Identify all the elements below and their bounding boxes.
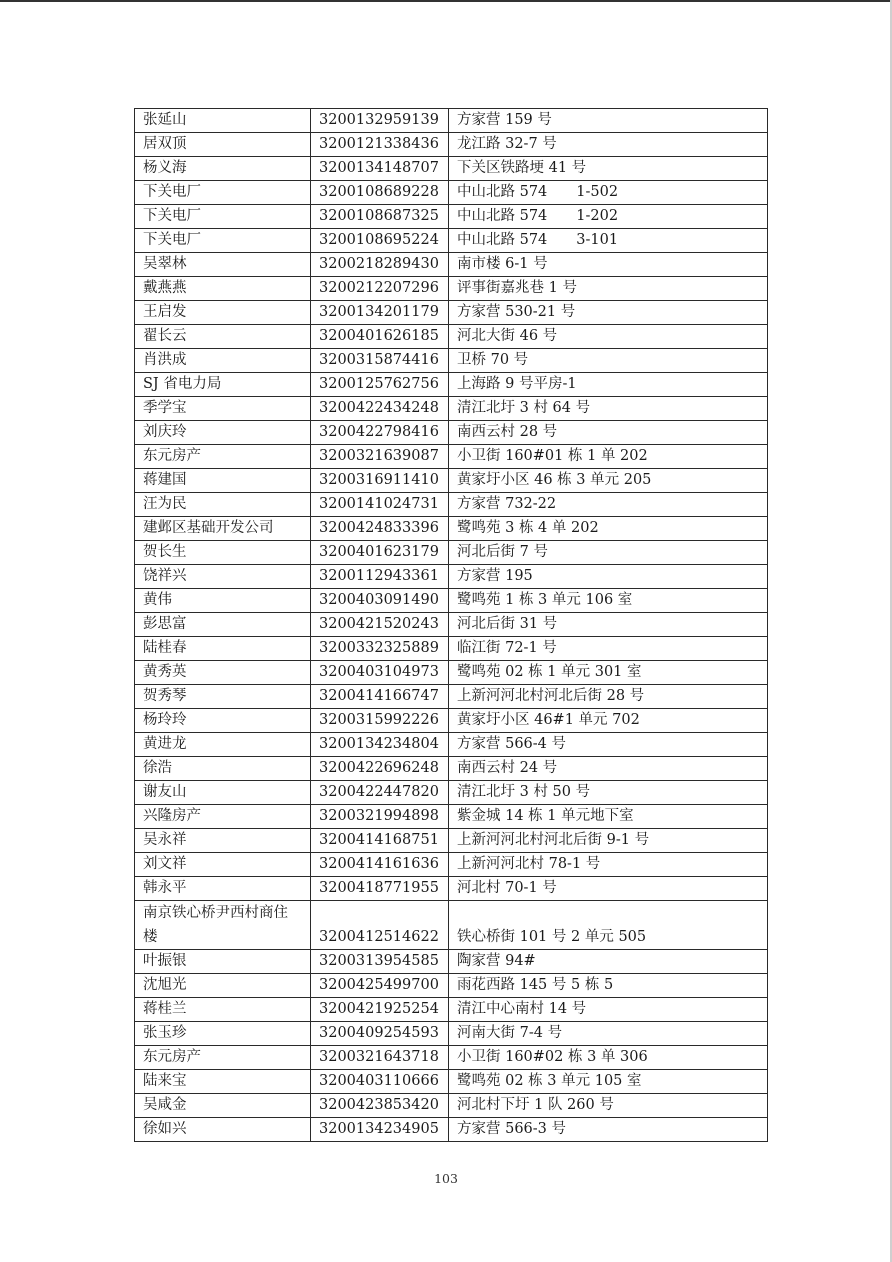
table-row bbox=[135, 1094, 768, 1118]
account-number-cell: 3200424833396 bbox=[311, 517, 449, 541]
table-row bbox=[135, 589, 768, 613]
name-cell: 陆来宝 bbox=[135, 1070, 311, 1094]
account-number-cell: 3200421925254 bbox=[311, 998, 449, 1022]
account-number-cell: 3200134234804 bbox=[311, 733, 449, 757]
account-number-cell: 3200121338436 bbox=[311, 133, 449, 157]
top-border-line bbox=[0, 0, 892, 2]
table-row bbox=[135, 877, 768, 901]
table-row bbox=[135, 685, 768, 709]
account-number-cell: 3200421520243 bbox=[311, 613, 449, 637]
address-cell: 紫金城 14 栋 1 单元地下室 bbox=[449, 805, 768, 829]
name-cell: 季学宝 bbox=[135, 397, 311, 421]
address-cell: 河北村下圩 1 队 260 号 bbox=[449, 1094, 768, 1118]
records-table-body bbox=[135, 109, 768, 1142]
account-number-cell: 3200332325889 bbox=[311, 637, 449, 661]
address-cell: 鹭鸣苑 02 栋 3 单元 105 室 bbox=[449, 1070, 768, 1094]
account-number-cell: 3200401623179 bbox=[311, 541, 449, 565]
address-cell: 南西云村 28 号 bbox=[449, 421, 768, 445]
name-cell: 兴隆房产 bbox=[135, 805, 311, 829]
address-cell: 上海路 9 号平房-1 bbox=[449, 373, 768, 397]
address-cell: 小卫街 160#02 栋 3 单 306 bbox=[449, 1046, 768, 1070]
name-cell: 黄秀英 bbox=[135, 661, 311, 685]
name-cell: 蒋建国 bbox=[135, 469, 311, 493]
address-cell: 临江街 72-1 号 bbox=[449, 637, 768, 661]
name-cell: 刘庆玲 bbox=[135, 421, 311, 445]
table-row bbox=[135, 469, 768, 493]
address-cell: 下关区铁路埂 41 号 bbox=[449, 157, 768, 181]
name-cell: 南京铁心桥尹西村商住楼 bbox=[135, 901, 311, 950]
account-number-cell: 3200141024731 bbox=[311, 493, 449, 517]
table-row bbox=[135, 181, 768, 205]
name-cell: 饶祥兴 bbox=[135, 565, 311, 589]
table-row bbox=[135, 421, 768, 445]
address-cell: 铁心桥街 101 号 2 单元 505 bbox=[449, 901, 768, 950]
table-row bbox=[135, 829, 768, 853]
table-row bbox=[135, 277, 768, 301]
name-cell: 陆桂春 bbox=[135, 637, 311, 661]
address-cell: 河北大街 46 号 bbox=[449, 325, 768, 349]
name-cell: 蒋桂兰 bbox=[135, 998, 311, 1022]
account-number-cell: 3200315992226 bbox=[311, 709, 449, 733]
table-row bbox=[135, 445, 768, 469]
table-row bbox=[135, 349, 768, 373]
name-cell: 下关电厂 bbox=[135, 205, 311, 229]
account-number-cell: 3200313954585 bbox=[311, 950, 449, 974]
table-row bbox=[135, 613, 768, 637]
name-cell: 王启发 bbox=[135, 301, 311, 325]
name-cell: 徐浩 bbox=[135, 757, 311, 781]
name-cell: 居双顶 bbox=[135, 133, 311, 157]
table-row bbox=[135, 901, 768, 950]
table-row bbox=[135, 301, 768, 325]
address-cell: 方家营 195 bbox=[449, 565, 768, 589]
account-number-cell: 3200108687325 bbox=[311, 205, 449, 229]
table-row bbox=[135, 709, 768, 733]
name-cell: 黄伟 bbox=[135, 589, 311, 613]
account-number-cell: 3200412514622 bbox=[311, 901, 449, 950]
account-number-cell: 3200212207296 bbox=[311, 277, 449, 301]
account-number-cell: 3200425499700 bbox=[311, 974, 449, 998]
table-row bbox=[135, 661, 768, 685]
address-cell: 方家营 159 号 bbox=[449, 109, 768, 133]
name-cell: 贺秀琴 bbox=[135, 685, 311, 709]
address-cell: 河北后街 7 号 bbox=[449, 541, 768, 565]
name-cell: 建邺区基础开发公司 bbox=[135, 517, 311, 541]
table-row bbox=[135, 1022, 768, 1046]
table-row bbox=[135, 1046, 768, 1070]
name-cell: 东元房产 bbox=[135, 445, 311, 469]
address-cell: 中山北路 574 1-202 bbox=[449, 205, 768, 229]
account-number-cell: 3200315874416 bbox=[311, 349, 449, 373]
table-row bbox=[135, 517, 768, 541]
table-row bbox=[135, 565, 768, 589]
address-cell: 河南大街 7-4 号 bbox=[449, 1022, 768, 1046]
name-cell: 彭思富 bbox=[135, 613, 311, 637]
table-row bbox=[135, 733, 768, 757]
address-cell: 中山北路 574 3-101 bbox=[449, 229, 768, 253]
account-number-cell: 3200403091490 bbox=[311, 589, 449, 613]
name-cell: 肖洪成 bbox=[135, 349, 311, 373]
account-number-cell: 3200403104973 bbox=[311, 661, 449, 685]
address-cell: 方家营 530-21 号 bbox=[449, 301, 768, 325]
account-number-cell: 3200321994898 bbox=[311, 805, 449, 829]
account-number-cell: 3200414161636 bbox=[311, 853, 449, 877]
name-cell: 谢友山 bbox=[135, 781, 311, 805]
account-number-cell: 3200414166747 bbox=[311, 685, 449, 709]
address-cell: 鹭鸣苑 1 栋 3 单元 106 室 bbox=[449, 589, 768, 613]
address-cell: 清江北圩 3 村 64 号 bbox=[449, 397, 768, 421]
name-cell: 徐如兴 bbox=[135, 1118, 311, 1142]
name-cell: 韩永平 bbox=[135, 877, 311, 901]
address-cell: 南西云村 24 号 bbox=[449, 757, 768, 781]
address-cell: 龙江路 32-7 号 bbox=[449, 133, 768, 157]
name-cell: 吴永祥 bbox=[135, 829, 311, 853]
address-cell: 上新河河北村河北后街 28 号 bbox=[449, 685, 768, 709]
account-number-cell: 3200422798416 bbox=[311, 421, 449, 445]
table-row bbox=[135, 853, 768, 877]
name-cell: 杨玲玲 bbox=[135, 709, 311, 733]
name-cell: 叶振银 bbox=[135, 950, 311, 974]
name-cell: 沈旭光 bbox=[135, 974, 311, 998]
account-number-cell: 3200414168751 bbox=[311, 829, 449, 853]
name-cell: 贺长生 bbox=[135, 541, 311, 565]
account-number-cell: 3200218289430 bbox=[311, 253, 449, 277]
name-cell: 黄进龙 bbox=[135, 733, 311, 757]
page-number: 103 bbox=[434, 1171, 458, 1186]
address-cell: 鹭鸣苑 3 栋 4 单 202 bbox=[449, 517, 768, 541]
address-cell: 鹭鸣苑 02 栋 1 单元 301 室 bbox=[449, 661, 768, 685]
account-number-cell: 3200403110666 bbox=[311, 1070, 449, 1094]
address-cell: 上新河河北村河北后街 9-1 号 bbox=[449, 829, 768, 853]
name-cell: 刘文祥 bbox=[135, 853, 311, 877]
name-cell: SJ 省电力局 bbox=[135, 373, 311, 397]
table-row bbox=[135, 373, 768, 397]
address-cell: 清江北圩 3 村 50 号 bbox=[449, 781, 768, 805]
address-cell: 河北后街 31 号 bbox=[449, 613, 768, 637]
account-number-cell: 3200422447820 bbox=[311, 781, 449, 805]
address-cell: 评事街嘉兆巷 1 号 bbox=[449, 277, 768, 301]
table-row bbox=[135, 998, 768, 1022]
records-table bbox=[134, 108, 768, 1142]
name-cell: 杨义海 bbox=[135, 157, 311, 181]
table-row bbox=[135, 757, 768, 781]
account-number-cell: 3200134201179 bbox=[311, 301, 449, 325]
name-cell: 戴燕燕 bbox=[135, 277, 311, 301]
account-number-cell: 3200422696248 bbox=[311, 757, 449, 781]
name-cell: 下关电厂 bbox=[135, 181, 311, 205]
table-row bbox=[135, 1118, 768, 1142]
table-row bbox=[135, 974, 768, 998]
name-cell: 汪为民 bbox=[135, 493, 311, 517]
account-number-cell: 3200134234905 bbox=[311, 1118, 449, 1142]
table-row bbox=[135, 397, 768, 421]
table-row bbox=[135, 229, 768, 253]
address-cell: 河北村 70-1 号 bbox=[449, 877, 768, 901]
address-cell: 陶家营 94# bbox=[449, 950, 768, 974]
table-row bbox=[135, 493, 768, 517]
name-cell: 吴咸金 bbox=[135, 1094, 311, 1118]
address-cell: 方家营 566-4 号 bbox=[449, 733, 768, 757]
address-cell: 中山北路 574 1-502 bbox=[449, 181, 768, 205]
account-number-cell: 3200321639087 bbox=[311, 445, 449, 469]
name-cell: 吴翠林 bbox=[135, 253, 311, 277]
table-row bbox=[135, 637, 768, 661]
account-number-cell: 3200125762756 bbox=[311, 373, 449, 397]
table-row bbox=[135, 781, 768, 805]
address-cell: 小卫街 160#01 栋 1 单 202 bbox=[449, 445, 768, 469]
account-number-cell: 3200108695224 bbox=[311, 229, 449, 253]
account-number-cell: 3200108689228 bbox=[311, 181, 449, 205]
name-cell: 下关电厂 bbox=[135, 229, 311, 253]
name-cell: 东元房产 bbox=[135, 1046, 311, 1070]
address-cell: 南市楼 6-1 号 bbox=[449, 253, 768, 277]
address-cell: 清江中心南村 14 号 bbox=[449, 998, 768, 1022]
table-row bbox=[135, 133, 768, 157]
address-cell: 上新河河北村 78-1 号 bbox=[449, 853, 768, 877]
table-row bbox=[135, 805, 768, 829]
account-number-cell: 3200401626185 bbox=[311, 325, 449, 349]
table-row bbox=[135, 253, 768, 277]
account-number-cell: 3200422434248 bbox=[311, 397, 449, 421]
account-number-cell: 3200418771955 bbox=[311, 877, 449, 901]
address-cell: 方家营 566-3 号 bbox=[449, 1118, 768, 1142]
name-cell: 张玉珍 bbox=[135, 1022, 311, 1046]
address-cell: 黄家圩小区 46 栋 3 单元 205 bbox=[449, 469, 768, 493]
table-row bbox=[135, 950, 768, 974]
account-number-cell: 3200321643718 bbox=[311, 1046, 449, 1070]
address-cell: 方家营 732-22 bbox=[449, 493, 768, 517]
account-number-cell: 3200132959139 bbox=[311, 109, 449, 133]
table-row bbox=[135, 205, 768, 229]
address-cell: 卫桥 70 号 bbox=[449, 349, 768, 373]
name-cell: 翟长云 bbox=[135, 325, 311, 349]
address-cell: 雨花西路 145 号 5 栋 5 bbox=[449, 974, 768, 998]
account-number-cell: 3200112943361 bbox=[311, 565, 449, 589]
address-cell: 黄家圩小区 46#1 单元 702 bbox=[449, 709, 768, 733]
table-row bbox=[135, 325, 768, 349]
account-number-cell: 3200316911410 bbox=[311, 469, 449, 493]
account-number-cell: 3200134148707 bbox=[311, 157, 449, 181]
name-cell: 张延山 bbox=[135, 109, 311, 133]
table-row bbox=[135, 109, 768, 133]
account-number-cell: 3200423853420 bbox=[311, 1094, 449, 1118]
account-number-cell: 3200409254593 bbox=[311, 1022, 449, 1046]
table-row bbox=[135, 541, 768, 565]
table-row bbox=[135, 1070, 768, 1094]
table-row bbox=[135, 157, 768, 181]
